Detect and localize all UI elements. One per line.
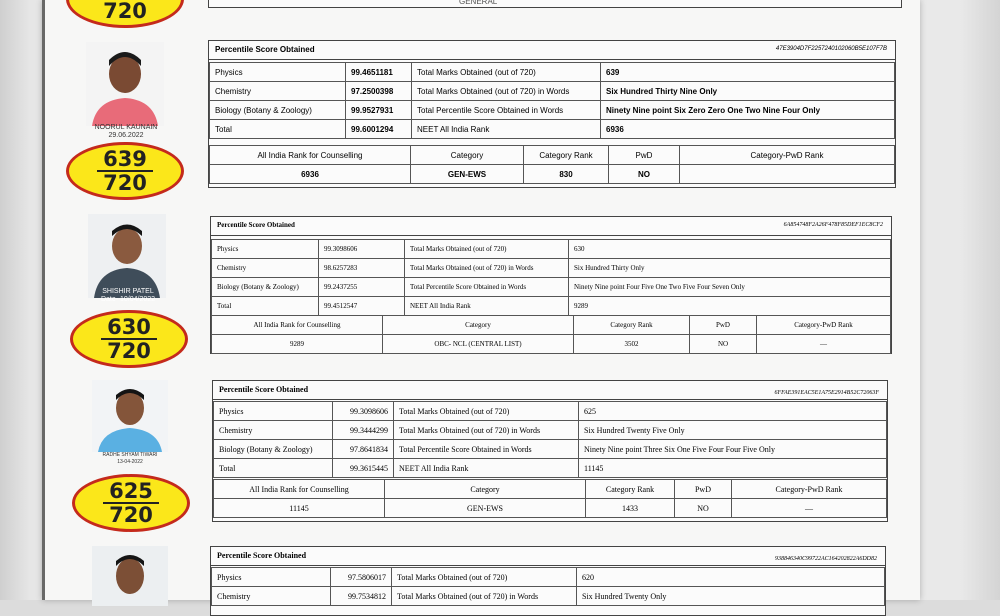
card-header [213, 381, 887, 400]
category-pwd-rank-label: Category-PwD Rank [680, 146, 895, 165]
marks-words-label: Total Marks Obtained (out of 720) in Words [405, 259, 569, 278]
score-badge-top [66, 0, 184, 28]
chemistry-label: Chemistry [210, 82, 346, 101]
scores-table [209, 62, 895, 139]
category-rank-value: 3502 [574, 335, 690, 354]
student-date: Date- 10/04/2022 [100, 296, 156, 303]
result-card [208, 40, 896, 188]
air-counselling-label: All India Rank for Counselling [212, 316, 383, 335]
rank-table [213, 479, 887, 518]
category-rank-label: Category Rank [524, 146, 609, 165]
total-label: Total [210, 120, 346, 139]
pwd-value: NO [609, 165, 680, 184]
air-counselling-value: 6936 [210, 165, 411, 184]
air-counselling-value: 9289 [212, 335, 383, 354]
card-code: 6FFAE391EAC5E1A75E2914B52C72063F [774, 390, 879, 396]
marks-words-value: Six Hundred Thirty Only [569, 259, 891, 278]
physics-value: 99.3098606 [319, 240, 405, 259]
scores-table [213, 401, 887, 478]
rank-table [209, 145, 895, 184]
result-card [212, 380, 888, 522]
rank-label: NEET All India Rank [394, 459, 579, 478]
marks-value: 639 [601, 63, 895, 82]
student-photo [92, 380, 168, 452]
marks-value: 625 [579, 402, 887, 421]
scores-table [211, 239, 891, 316]
card-title: Percentile Score Obtained [215, 45, 315, 54]
air-counselling-value: 11145 [214, 499, 385, 518]
score-out-of: 720 [97, 170, 153, 194]
student-name: RADHE SHYAM TIWARI [102, 452, 158, 458]
chemistry-value: 98.6257283 [319, 259, 405, 278]
card-code: 938846340C99722AC164202822A6DD82 [775, 556, 877, 562]
student-date: 29.06.2022 [108, 132, 144, 139]
chemistry-label: Chemistry [214, 421, 333, 440]
card-header [209, 41, 895, 60]
card-header [211, 217, 891, 236]
result-poster [42, 0, 920, 600]
chemistry-value: 99.3444299 [333, 421, 394, 440]
marks-value: 630 [569, 240, 891, 259]
marks-label: Total Marks Obtained (out of 720) [394, 402, 579, 421]
marks-words-value: Six Hundred Twenty Only [577, 587, 885, 606]
marks-value: 620 [577, 568, 885, 587]
score-badge [66, 142, 184, 200]
category-label: Category [385, 480, 586, 499]
rank-table [211, 315, 891, 354]
category-pwd-rank-value: — [732, 499, 887, 518]
score-out-of: 720 [101, 338, 157, 362]
pwd-value: NO [675, 499, 732, 518]
physics-value: 97.5806017 [331, 568, 392, 587]
category-rank-value: 1433 [586, 499, 675, 518]
fragment-cell: GENERAL [459, 0, 498, 6]
biology-label: Biology (Botany & Zoology) [210, 101, 346, 120]
rank-label: NEET All India Rank [405, 297, 569, 316]
category-rank-label: Category Rank [586, 480, 675, 499]
student-name: SHISHIR PATEL [102, 288, 154, 295]
marks-label: Total Marks Obtained (out of 720) [412, 63, 601, 82]
percentile-words-value: Ninety Nine point Six Zero Zero One Two Nine Four Only [601, 101, 895, 120]
marks-words-label: Total Marks Obtained (out of 720) in Words [392, 587, 577, 606]
total-value: 99.6001294 [346, 120, 412, 139]
category-rank-value: 830 [524, 165, 609, 184]
physics-value: 99.4651181 [346, 63, 412, 82]
card-title: Percentile Score Obtained [217, 221, 295, 229]
marks-words-value: Six Hundred Thirty Nine Only [601, 82, 895, 101]
physics-label: Physics [212, 568, 331, 587]
student-name: NOORUL KAUNAIN [94, 124, 158, 131]
air-counselling-label: All India Rank for Counselling [214, 480, 385, 499]
marks-words-label: Total Marks Obtained (out of 720) in Words [412, 82, 601, 101]
score-out-of: 720 [97, 0, 153, 22]
marks-words-label: Total Marks Obtained (out of 720) in Words [394, 421, 579, 440]
category-label: Category [411, 146, 524, 165]
percentile-words-value: Ninety Nine point Four Five One Two Five Four Seven Only [569, 278, 891, 297]
student-photo [86, 42, 164, 126]
category-pwd-rank-value [680, 165, 895, 184]
marks-label: Total Marks Obtained (out of 720) [405, 240, 569, 259]
biology-value: 99.9527931 [346, 101, 412, 120]
physics-label: Physics [212, 240, 319, 259]
result-card [210, 216, 892, 354]
student-photo [88, 214, 166, 298]
rank-label: NEET All India Rank [412, 120, 601, 139]
total-value: 99.4512547 [319, 297, 405, 316]
category-rank-label: Category Rank [574, 316, 690, 335]
score-badge [70, 310, 188, 368]
pwd-value: NO [690, 335, 757, 354]
biology-value: 99.2437255 [319, 278, 405, 297]
student-photo [92, 546, 168, 606]
rank-value: 11145 [579, 459, 887, 478]
marks-words-value: Six Hundred Twenty Five Only [579, 421, 887, 440]
biology-value: 97.8641834 [333, 440, 394, 459]
result-card [210, 546, 886, 616]
percentile-words-label: Total Percentile Score Obtained in Words [412, 101, 601, 120]
category-value: GEN-EWS [411, 165, 524, 184]
scores-table [211, 567, 885, 606]
card-title: Percentile Score Obtained [217, 551, 307, 560]
marks-label: Total Marks Obtained (out of 720) [392, 568, 577, 587]
physics-label: Physics [210, 63, 346, 82]
card-code: 47E3904D7F2257240102060B5E107F7B [775, 46, 887, 52]
category-pwd-rank-value: — [757, 335, 891, 354]
card-code: 6A854748F2A26F478F85DEF1EC8CF2 [783, 222, 883, 228]
chemistry-value: 97.2500398 [346, 82, 412, 101]
physics-value: 99.3098606 [333, 402, 394, 421]
category-value: GEN-EWS [385, 499, 586, 518]
student-date: 13-04-2022 [117, 459, 143, 465]
pwd-label: PwD [609, 146, 680, 165]
score-value: 625 [109, 479, 153, 503]
score-out-of: 720 [103, 502, 159, 526]
poster-border [42, 0, 45, 600]
physics-label: Physics [214, 402, 333, 421]
air-counselling-label: All India Rank for Counselling [210, 146, 411, 165]
total-label: Total [214, 459, 333, 478]
card-title: Percentile Score Obtained [219, 385, 309, 394]
chemistry-value: 99.7534812 [331, 587, 392, 606]
result-card-top-fragment [208, 0, 902, 8]
rank-value: 6936 [601, 120, 895, 139]
percentile-words-value: Ninety Nine point Three Six One Five Four Four Five Only [579, 440, 887, 459]
rank-value: 9289 [569, 297, 891, 316]
biology-label: Biology (Botany & Zoology) [214, 440, 333, 459]
chemistry-label: Chemistry [212, 259, 319, 278]
score-value: 630 [107, 315, 151, 339]
category-label: Category [383, 316, 574, 335]
total-value: 99.3615445 [333, 459, 394, 478]
score-value: 639 [103, 147, 147, 171]
pwd-label: PwD [675, 480, 732, 499]
score-badge [72, 474, 190, 532]
category-pwd-rank-label: Category-PwD Rank [757, 316, 891, 335]
card-header [211, 547, 885, 566]
biology-label: Biology (Botany & Zoology) [212, 278, 319, 297]
total-label: Total [212, 297, 319, 316]
percentile-words-label: Total Percentile Score Obtained in Words [394, 440, 579, 459]
chemistry-label: Chemistry [212, 587, 331, 606]
category-value: OBC- NCL (CENTRAL LIST) [383, 335, 574, 354]
category-pwd-rank-label: Category-PwD Rank [732, 480, 887, 499]
percentile-words-label: Total Percentile Score Obtained in Words [405, 278, 569, 297]
pwd-label: PwD [690, 316, 757, 335]
